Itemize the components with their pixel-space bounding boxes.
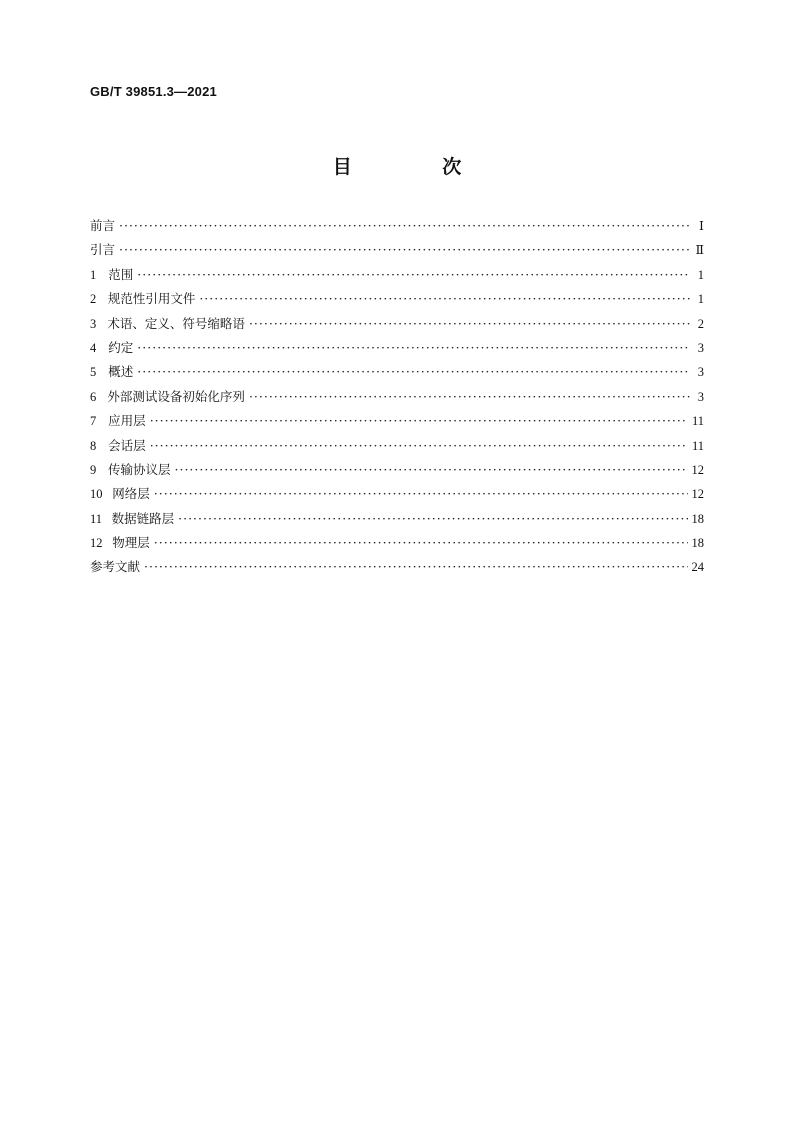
toc-entry-foreword[interactable] (90, 216, 704, 240)
toc-entry-number: 3 (90, 316, 97, 331)
toc-entry-number: 7 (90, 414, 97, 429)
toc-leader-dots (150, 413, 688, 428)
toc-entry-number: 11 (90, 511, 103, 526)
toc-leader-dots (137, 340, 690, 355)
toc-entry-label: 参考文献 (90, 559, 141, 575)
toc-entry-page: Ⅱ (695, 243, 704, 258)
toc-entry-label: 外部测试设备初始化序列 (107, 388, 245, 404)
toc-entry-page: 1 (697, 267, 704, 282)
toc-leader-dots (144, 559, 687, 574)
toc-entry-bibliography[interactable] (90, 557, 704, 581)
toc-entry-page: 18 (691, 511, 704, 526)
toc-entry-number: 4 (90, 340, 97, 355)
toc-entry-page: 12 (691, 487, 704, 502)
toc-entry-7[interactable] (90, 411, 704, 435)
toc-entry-label: 规范性引用文件 (107, 291, 196, 307)
toc-entry-11[interactable] (90, 509, 704, 533)
toc-leader-dots (154, 535, 688, 550)
toc-leader-dots (175, 462, 688, 477)
toc-entry-4[interactable] (90, 338, 704, 362)
toc-leader-dots (137, 364, 690, 379)
toc-entry-introduction[interactable] (90, 240, 704, 264)
toc-entry-page: Ⅰ (699, 219, 704, 233)
toc-entry-page: 3 (697, 389, 704, 404)
toc-entry-number: 8 (90, 438, 97, 453)
toc-leader-dots (119, 218, 690, 233)
toc-leader-dots (249, 316, 690, 331)
toc-entry-number: 5 (90, 365, 97, 380)
toc-entry-number: 2 (90, 292, 97, 307)
document-code: GB/T 39851.3—2021 (90, 84, 217, 99)
toc-entry-label: 物理层 (112, 535, 150, 551)
toc-entry-page: 2 (697, 316, 704, 331)
toc-entry-label: 术语、定义、符号缩略语 (107, 315, 245, 331)
toc-leader-dots (249, 389, 690, 404)
toc-entry-9[interactable] (90, 460, 704, 484)
toc-entry-number: 10 (90, 487, 103, 502)
toc-entry-page: 3 (697, 365, 704, 380)
toc-entry-10[interactable] (90, 484, 704, 508)
toc-entry-12[interactable] (90, 533, 704, 557)
toc-leader-dots (150, 438, 688, 453)
toc-title: 目 次 (332, 156, 504, 178)
toc-entry-8[interactable] (90, 436, 704, 460)
toc-leader-dots (199, 291, 690, 306)
toc-entry-label: 会话层 (108, 437, 146, 453)
toc-leader-dots (178, 511, 687, 526)
toc-entry-page: 11 (691, 438, 704, 453)
toc-entry-page: 12 (691, 462, 704, 477)
toc-entry-3[interactable] (90, 314, 704, 338)
toc-entry-2[interactable] (90, 289, 704, 313)
toc-entry-page: 3 (697, 340, 704, 355)
toc-entry-label: 网络层 (112, 486, 150, 502)
toc-entry-number: 12 (90, 536, 103, 551)
toc-entry-1[interactable] (90, 265, 704, 289)
toc-entry-label: 约定 (108, 339, 134, 355)
toc-entry-label: 概述 (108, 364, 134, 380)
toc-leader-dots (137, 267, 690, 282)
toc-entry-page: 11 (691, 414, 704, 429)
toc-entry-page: 24 (691, 560, 704, 575)
toc-entry-label: 前言 (90, 218, 116, 233)
toc-entry-number: 9 (90, 462, 97, 477)
toc-leader-dots (154, 486, 688, 501)
toc-entry-label: 数据链路层 (111, 510, 175, 526)
table-of-contents (90, 216, 704, 582)
toc-entry-6[interactable] (90, 387, 704, 411)
toc-entry-page: 1 (697, 292, 704, 307)
toc-entry-label: 传输协议层 (107, 461, 171, 477)
toc-leader-dots (119, 242, 690, 257)
toc-entry-5[interactable] (90, 362, 704, 386)
toc-entry-label: 应用层 (108, 413, 146, 429)
toc-entry-label: 范围 (108, 266, 134, 282)
toc-entry-page: 18 (691, 536, 704, 551)
toc-entry-number: 6 (90, 389, 97, 404)
toc-entry-number: 1 (90, 267, 97, 282)
toc-entry-label: 引言 (90, 242, 116, 258)
